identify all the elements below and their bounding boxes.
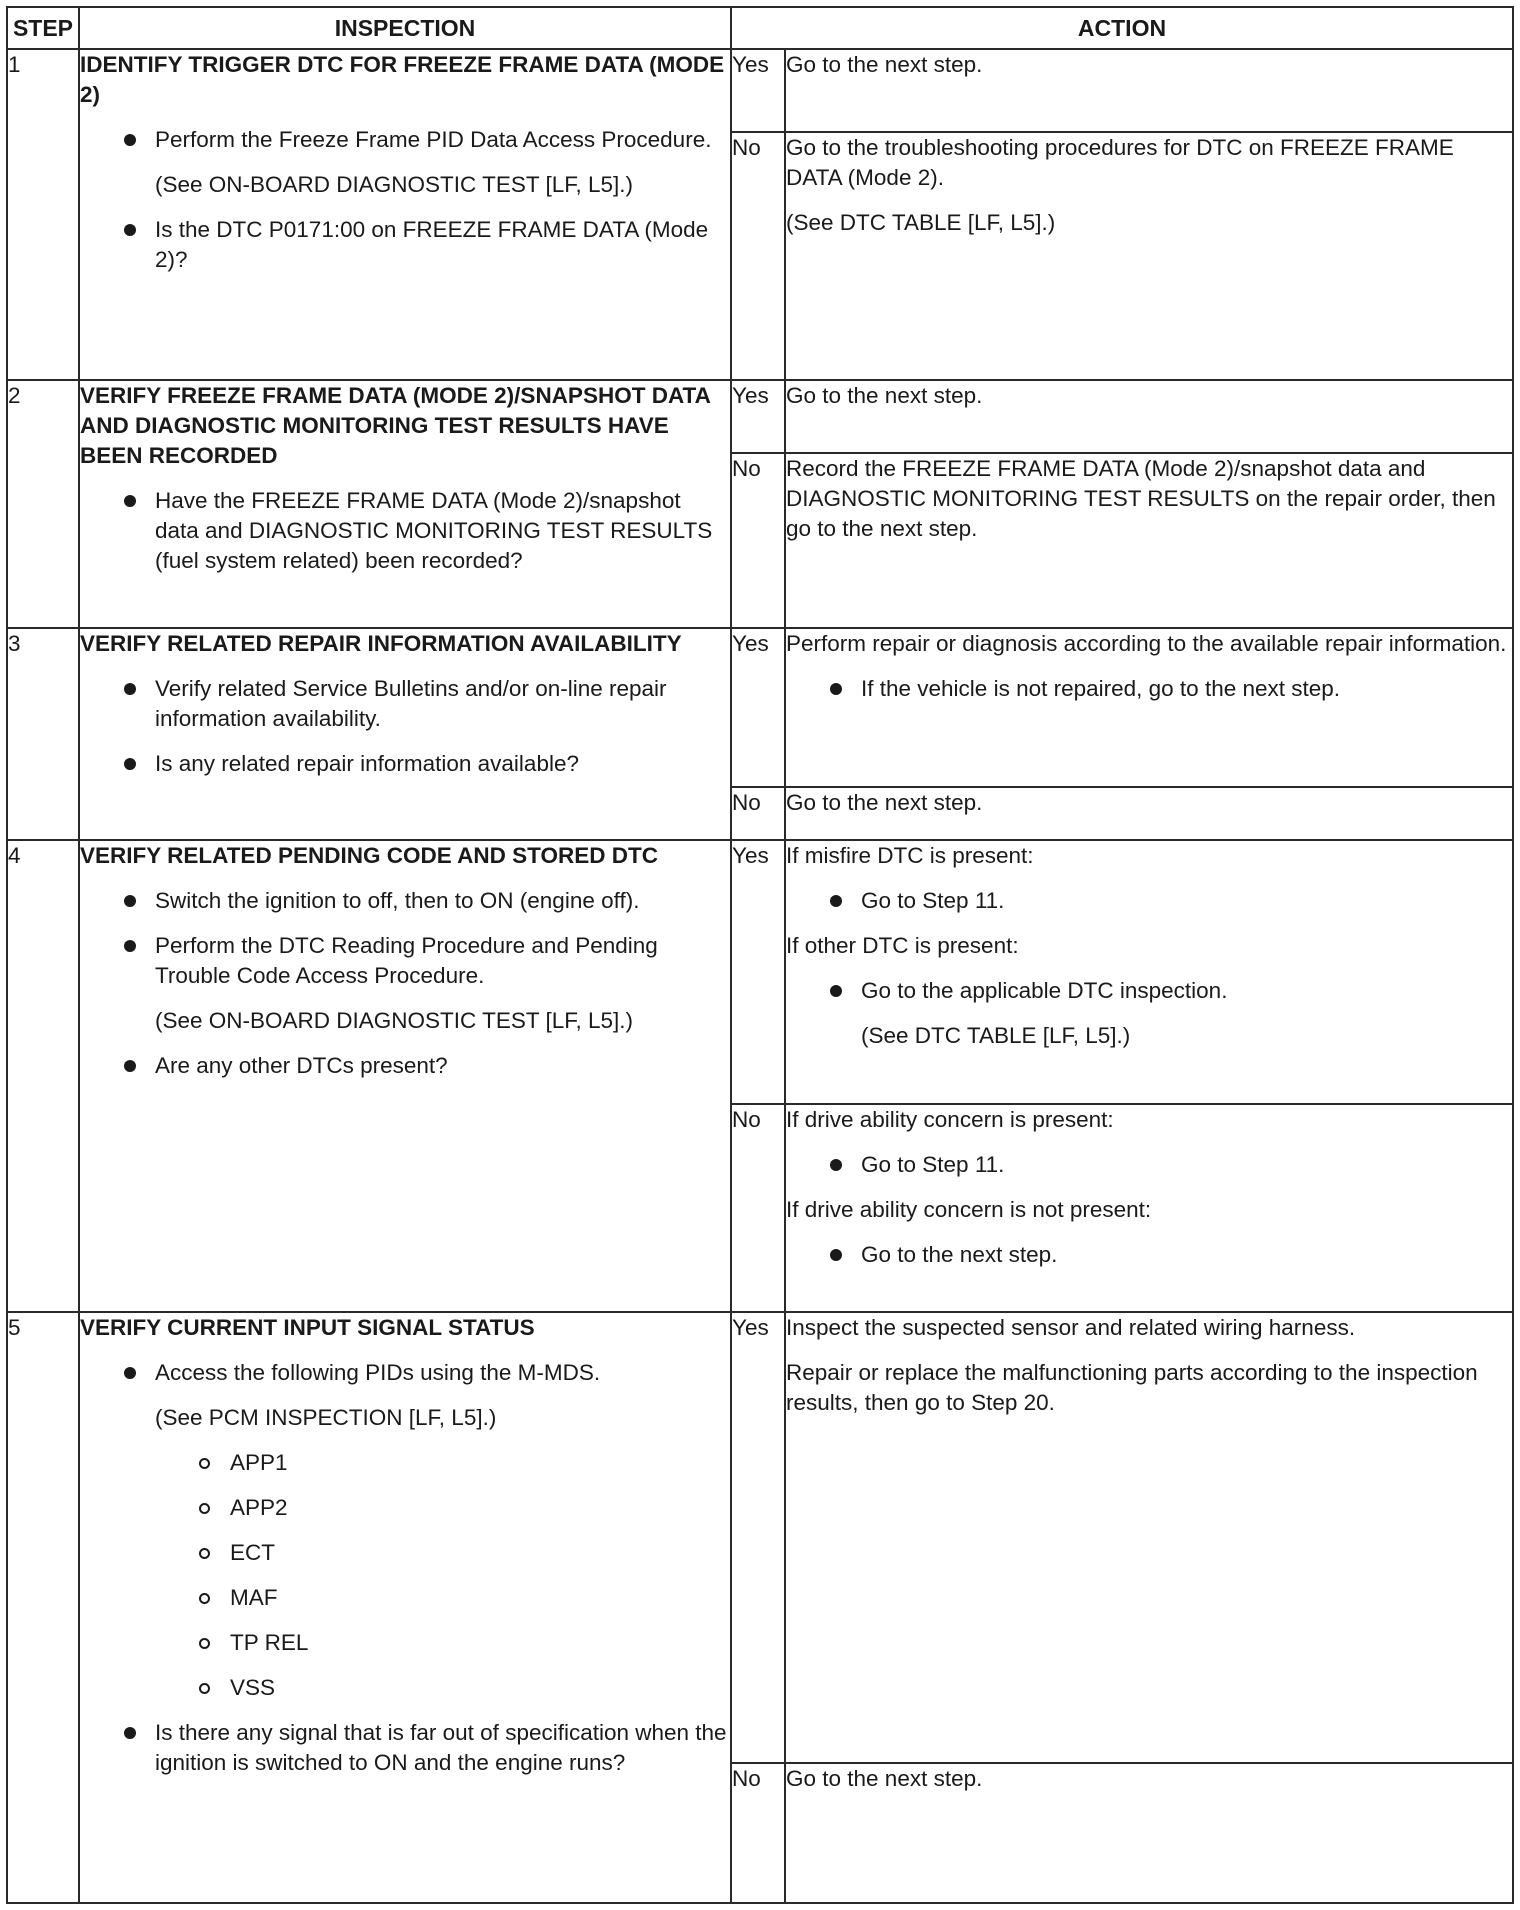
no-action [785,453,1513,628]
pid-item: VSS [80,1673,730,1703]
inspection-bullet: Are any other DTCs present? [80,1051,730,1081]
inspection-bullet: Perform the Freeze Frame PID Data Access Procedure. [80,125,730,155]
action-text: If misfire DTC is present: [786,843,1034,868]
inspection-bullet: Switch the ignition to off, then to ON (engine off). [80,886,730,916]
step-inspection [79,49,731,380]
step-inspection [79,380,731,628]
step-number: 5 [7,1312,79,1903]
inspection-reference: (See PCM INSPECTION [LF, L5].) [155,1405,497,1430]
action-text: Go to the next step. [786,790,983,815]
table-row [7,380,1513,453]
step-title: VERIFY CURRENT INPUT SIGNAL STATUS [80,1315,535,1340]
action-text: Repair or replace the malfunctioning parts according to the inspection results, then go to Step 20. [786,1360,1478,1415]
header-action: ACTION [731,7,1513,49]
yes-label: Yes [731,1312,785,1763]
no-label: No [731,1763,785,1903]
yes-action [785,1312,1513,1763]
table-row [7,628,1513,787]
yes-label: Yes [731,840,785,1104]
step-title: VERIFY FREEZE FRAME DATA (MODE 2)/SNAPSHOT DATA AND DIAGNOSTIC MONITORING TEST RESULTS HAVE BEEN RECORDED [80,383,711,468]
action-reference: (See DTC TABLE [LF, L5].) [786,210,1056,235]
no-action [785,1104,1513,1312]
header-inspection: INSPECTION [79,7,731,49]
inspection-reference: (See ON-BOARD DIAGNOSTIC TEST [LF, L5].) [155,1008,634,1033]
action-text: Go to the next step. [786,1766,983,1791]
inspection-bullet: Perform the DTC Reading Procedure and Pending Trouble Code Access Procedure. [80,931,730,991]
action-text: Go to the next step. [786,52,983,77]
inspection-bullet: Is the DTC P0171:00 on FREEZE FRAME DATA (Mode 2)? [80,215,730,275]
step-number: 1 [7,49,79,380]
action-bullet: If the vehicle is not repaired, go to the next step. [786,674,1512,704]
pid-item: ECT [80,1538,730,1568]
action-text: Perform repair or diagnosis according to the available repair information. [786,631,1507,656]
inspection-bullet: Verify related Service Bulletins and/or on-line repair information availability. [80,674,730,734]
table-row [7,1312,1513,1763]
action-bullet: Go to Step 11. [786,1150,1512,1180]
pid-item: APP2 [80,1493,730,1523]
yes-action [785,628,1513,787]
action-text: Inspect the suspected sensor and related wiring harness. [786,1315,1356,1340]
no-label: No [731,1104,785,1312]
action-text: Record the FREEZE FRAME DATA (Mode 2)/snapshot data and DIAGNOSTIC MONITORING TEST RESULTS on the repair order, then go to the next step. [786,456,1496,541]
diagnostic-procedure-table [6,6,1514,1904]
inspection-bullet: Is any related repair information available? [80,749,730,779]
yes-action [785,49,1513,132]
no-action [785,1763,1513,1903]
action-text: If drive ability concern is present: [786,1107,1114,1132]
table-header-row [7,7,1513,49]
yes-label: Yes [731,628,785,787]
table-row [7,840,1513,1104]
action-bullet: Go to the next step. [786,1240,1512,1270]
step-inspection [79,1312,731,1903]
pid-item: TP REL [80,1628,730,1658]
step-inspection [79,628,731,840]
step-number: 3 [7,628,79,840]
action-text: If drive ability concern is not present: [786,1197,1152,1222]
no-action [785,132,1513,380]
action-text: Go to the troubleshooting procedures for DTC on FREEZE FRAME DATA (Mode 2). [786,135,1454,190]
pid-item: APP1 [80,1448,730,1478]
yes-label: Yes [731,49,785,132]
action-text: If other DTC is present: [786,933,1019,958]
no-action [785,787,1513,840]
step-number: 4 [7,840,79,1312]
step-title: VERIFY RELATED REPAIR INFORMATION AVAILABILITY [80,631,682,656]
pid-item: MAF [80,1583,730,1613]
inspection-bullet: Is there any signal that is far out of specification when the ignition is switched to ON and the engine runs? [80,1718,730,1778]
action-text: Go to the next step. [786,383,983,408]
yes-label: Yes [731,380,785,453]
step-inspection [79,840,731,1312]
inspection-bullet: Have the FREEZE FRAME DATA (Mode 2)/snapshot data and DIAGNOSTIC MONITORING TEST RESULTS (fuel system related) been recorded? [80,486,730,576]
step-title: IDENTIFY TRIGGER DTC FOR FREEZE FRAME DATA (MODE 2) [80,52,725,107]
table-row [7,49,1513,132]
inspection-bullet: Access the following PIDs using the M-MDS. [80,1358,730,1388]
action-bullet: Go to the applicable DTC inspection. [786,976,1512,1006]
no-label: No [731,787,785,840]
header-step: STEP [7,7,79,49]
step-number: 2 [7,380,79,628]
action-bullet: Go to Step 11. [786,886,1512,916]
inspection-reference: (See ON-BOARD DIAGNOSTIC TEST [LF, L5].) [155,172,634,197]
yes-action [785,840,1513,1104]
action-reference: (See DTC TABLE [LF, L5].) [861,1023,1131,1048]
no-label: No [731,453,785,628]
no-label: No [731,132,785,380]
yes-action [785,380,1513,453]
step-title: VERIFY RELATED PENDING CODE AND STORED DTC [80,843,658,868]
